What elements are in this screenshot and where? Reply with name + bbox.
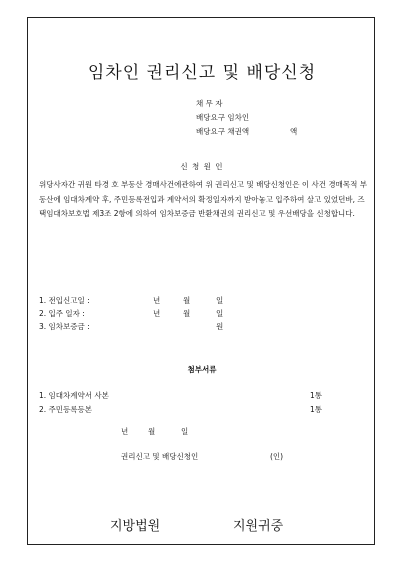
date-year: 년 xyxy=(121,427,129,436)
item-move-in-label: 1. 전입신고일 : xyxy=(39,296,90,305)
attachment-registry-label: 2. 주민등록등본 xyxy=(39,405,93,414)
date-day: 일 xyxy=(181,427,189,436)
claim-amount-unit: 액 xyxy=(290,127,298,136)
item-occupancy-month: 월 xyxy=(183,309,191,318)
applicant-heading: 신 청 원 인 xyxy=(180,162,224,171)
court-branch: 지원귀중 xyxy=(233,519,284,534)
claimant-label: 배당요구 임차인 xyxy=(196,113,250,122)
debtor-label: 채 무 자 xyxy=(196,99,223,108)
document-page xyxy=(27,17,375,545)
signature-label: 권리신고 및 배당신청인 xyxy=(121,452,199,461)
item-occupancy-year: 년 xyxy=(153,309,161,318)
attachment-registry-count: 1통 xyxy=(310,405,323,414)
attachments-heading: 첨부서류 xyxy=(187,365,217,374)
item-occupancy-day: 일 xyxy=(216,309,224,318)
attachment-lease-label: 1. 임대차계약서 사본 xyxy=(39,391,109,400)
item-move-in-day: 일 xyxy=(216,296,224,305)
item-occupancy-label: 2. 입주 일자 : xyxy=(39,309,85,318)
item-deposit-unit: 원 xyxy=(216,322,224,331)
date-month: 월 xyxy=(148,427,156,436)
claim-amount-label: 배당요구 채권액 xyxy=(196,127,250,136)
document-title: 임차인 권리신고 및 배당신청 xyxy=(87,63,317,83)
application-body: 위당사자간 귀원 타경 호 부동산 경매사건에관하여 위 권리신고 및 배당신청인은 이 사건 경매목적 부동산에 임대차계약 후, 주민등록전입과 계약서의 확정일자까지 받아놓고 입주하여 살고 있었던바, 즈택임대차보호법 제3조 2항에 의하여 임차보증금 반환채권의 권리신고 및 우선배당을 신청합니다. xyxy=(39,180,368,218)
item-move-in-month: 월 xyxy=(183,296,191,305)
attachment-lease-count: 1통 xyxy=(310,391,323,400)
court-name: 지방법원 xyxy=(110,519,161,534)
item-move-in-year: 년 xyxy=(153,296,161,305)
signature-seal: (인) xyxy=(270,452,284,461)
item-deposit-label: 3. 임차보증금 : xyxy=(39,322,90,331)
